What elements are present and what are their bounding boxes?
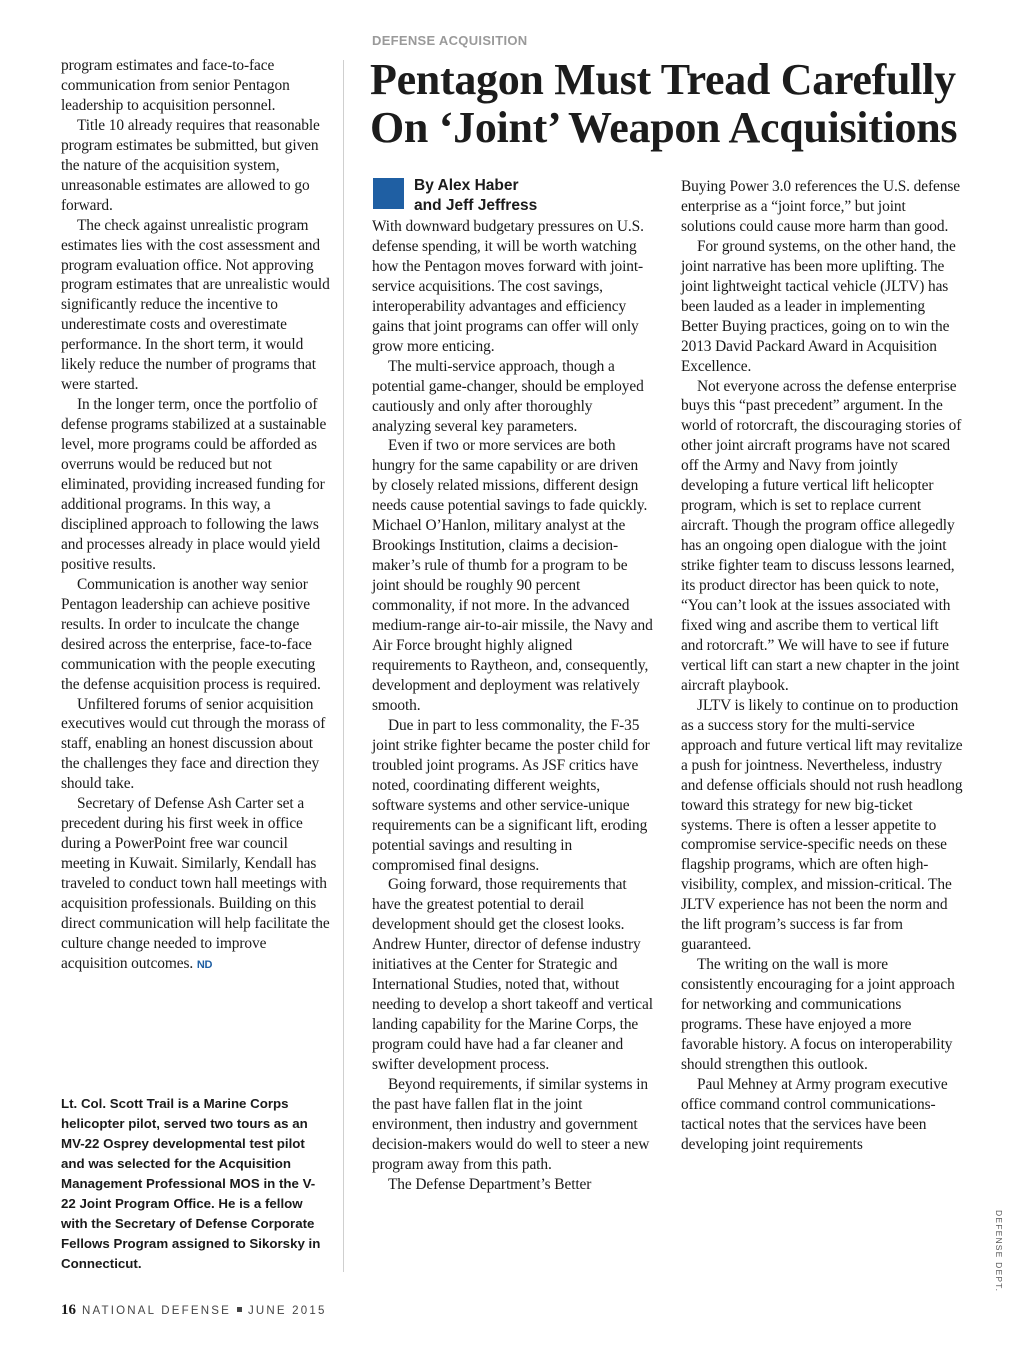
publication-name: NATIONAL DEFENSE [82, 1305, 231, 1317]
page-number: 16 [61, 1302, 76, 1318]
left-paragraph-7-text: Secretary of Defense Ash Carter set a precedent during his first week in office during a PowerPoint free war council meeting in Kuwait. Similarly, Kendall has traveled to conduct town hall meetings with acquisition professionals. Building on this direct communication will help facilitate the culture change needed to improve acquisition outcomes. [61, 795, 330, 972]
middle-paragraph-1: With downward budgetary pressures on U.S. defense spending, it will be worth watching how the Pentagon moves forward with joint-service acquisitions. The cost savings, interoperability advantages and efficiency gains that joint programs can offer will only grow more enticing. [372, 218, 644, 355]
right-column [681, 177, 963, 1155]
middle-paragraph-7: The Defense Department’s Better [388, 1175, 592, 1193]
nd-end-mark: ND [196, 958, 213, 971]
right-paragraph-1: Buying Power 3.0 references the U.S. defense enterprise as a “joint force,” but joint solutions could cause more harm than good. [681, 178, 960, 235]
issue-date: JUNE 2015 [247, 1305, 327, 1317]
left-paragraph-6: Unfiltered forums of senior acquisition executives would cut through the morass of staff, enabling an honest discussion about the challenges they face and direction they should take. [61, 695, 326, 793]
middle-column [372, 217, 654, 1195]
byline-line-1: By Alex Haber [414, 177, 519, 194]
left-paragraph-1: program estimates and face-to-face communication from senior Pentagon leadership to acquisition personnel. [61, 57, 290, 114]
left-paragraph-3: The check against unrealistic program estimates lies with the cost assessment and program evaluation office. Not approving program estimates that are unrealistic would significantly reduce the incentive to underestimate costs and overestimate performance. In the short term, it would likely reduce the number of programs that were started. [61, 216, 330, 394]
right-paragraph-2: For ground systems, on the other hand, the joint narrative has been more uplifting. The joint lightweight tactical vehicle (JLTV) has been lauded as a leader in implementing Better Buying practices, going on to win the 2013 David Packard Award in Acquisition Excellence. [681, 237, 956, 375]
middle-paragraph-3: Even if two or more services are both hungry for the same capability or are driven by closely related missions, different design needs cause potential savings to fade quickly. Michael O’Hanlon, military analyst at the Brookings Institution, claims a decision-maker’s rule of thumb for a program to be joint should be roughly 90 percent commonality, if not more. In the advanced medium-range air-to-air missile, the Navy and Air Force brought highly aligned requirements to Raytheon, and, consequently, development and deployment was relatively smooth. [372, 437, 653, 714]
section-kicker: DEFENSE ACQUISITION [372, 33, 528, 48]
left-paragraph-2: Title 10 already requires that reasonable program estimates be submitted, but given the nature of the acquisition system, unreasonable estimates are allowed to go forward. [61, 116, 320, 214]
side-section-label: DEFENSE DEPT. [994, 1210, 1004, 1293]
right-paragraph-6: Paul Mehney at Army program executive office command control communications-tactical notes that the services have been developing joint requirements [681, 1075, 948, 1153]
middle-paragraph-6: Beyond requirements, if similar systems in the past have fallen flat in the joint environment, then industry and government decision-makers would do well to steer a new program away from this path. [372, 1075, 650, 1173]
left-column [61, 56, 333, 976]
right-paragraph-4: JLTV is likely to continue on to production as a success story for the multi-service approach and future vertical lift may revitalize a push for jointness. Nevertheless, industry and defense officials should not rush headlong toward this strategy for new big-ticket systems. There is often a lesser appetite to compromise service-specific needs on these flagship programs, which are often high-visibility, complex, and mission-critical. The JLTV experience has not been the norm and the lift program’s success is far from guaranteed. [681, 696, 963, 954]
left-paragraph-4: In the longer term, once the portfolio of defense programs stabilized at a sustainable level, more programs could be afforded as overruns would be reduced but not eliminated, providing increased funding for additional programs. In this way, a disciplined approach to following the laws and processes already in place would yield positive results. [61, 396, 327, 573]
middle-paragraph-5: Going forward, those requirements that have the greatest potential to derail development should get the closest looks. Andrew Hunter, director of defense industry initiatives at the Center for Strategic and International Studies, noted that, without needing to develop a short takeoff and vertical landing capability for the Marine Corps, the program could have had a far cleaner and swifter development process. [372, 876, 653, 1074]
byline [414, 176, 537, 216]
middle-paragraph-4: Due in part to less commonality, the F-35 joint strike fighter became the poster child for troubled joint programs. As JSF critics have noted, coordinating different weights, software systems and other service-unique requirements can be a significant lift, eroding potential savings and resulting in compromised final designs. [372, 716, 650, 874]
page-footer [61, 1302, 327, 1319]
middle-paragraph-2: The multi-service approach, though a potential game-changer, should be employed cautiously and only after thoroughly analyzing several key parameters. [372, 357, 644, 435]
column-divider [343, 60, 344, 1272]
byline-square-icon [373, 178, 404, 209]
left-paragraph-7 [61, 794, 333, 976]
author-bio: Lt. Col. Scott Trail is a Marine Corps helicopter pilot, served two tours as an MV-22 Osprey developmental test pilot and was selected for the Acquisition Management Professional MOS in the V-22 Joint Program Office. He is a fellow with the Secretary of Defense Corporate Fellows Program assigned to Sikorsky in Connecticut. [61, 1096, 321, 1271]
right-paragraph-3: Not everyone across the defense enterprise buys this “past precedent” argument. In the world of rotorcraft, the discouraging stories of other joint aircraft programs have not scared off the Army and Navy from jointly developing a future vertical lift helicopter program, which is set to replace current aircraft. Though the program office allegedly has an ongoing open dialogue with the joint strike fighter team to discuss lessons learned, its product director has been quick to note, “You can’t look at the issues associated with fixed wing and ascribe them to vertical lift and rotorcraft.” We will have to see if future vertical lift can start a new chapter in the joint aircraft playbook. [681, 377, 962, 694]
left-paragraph-5: Communication is another way senior Pentagon leadership can achieve positive results. In order to inculcate the change desired across the enterprise, face-to-face communication with the people executing the defense acquisition process is required. [61, 575, 321, 693]
headline: Pentagon Must Tread Carefully On ‘Joint’ Weapon Acquisitions [370, 55, 958, 152]
right-paragraph-5: The writing on the wall is more consistently encouraging for a joint approach for networking and communications programs. These have enjoyed a more favorable history. A focus on interoperability should strengthen this outlook. [681, 956, 955, 1073]
footer-separator [237, 1307, 242, 1312]
byline-line-2: and Jeff Jeffress [414, 197, 538, 214]
